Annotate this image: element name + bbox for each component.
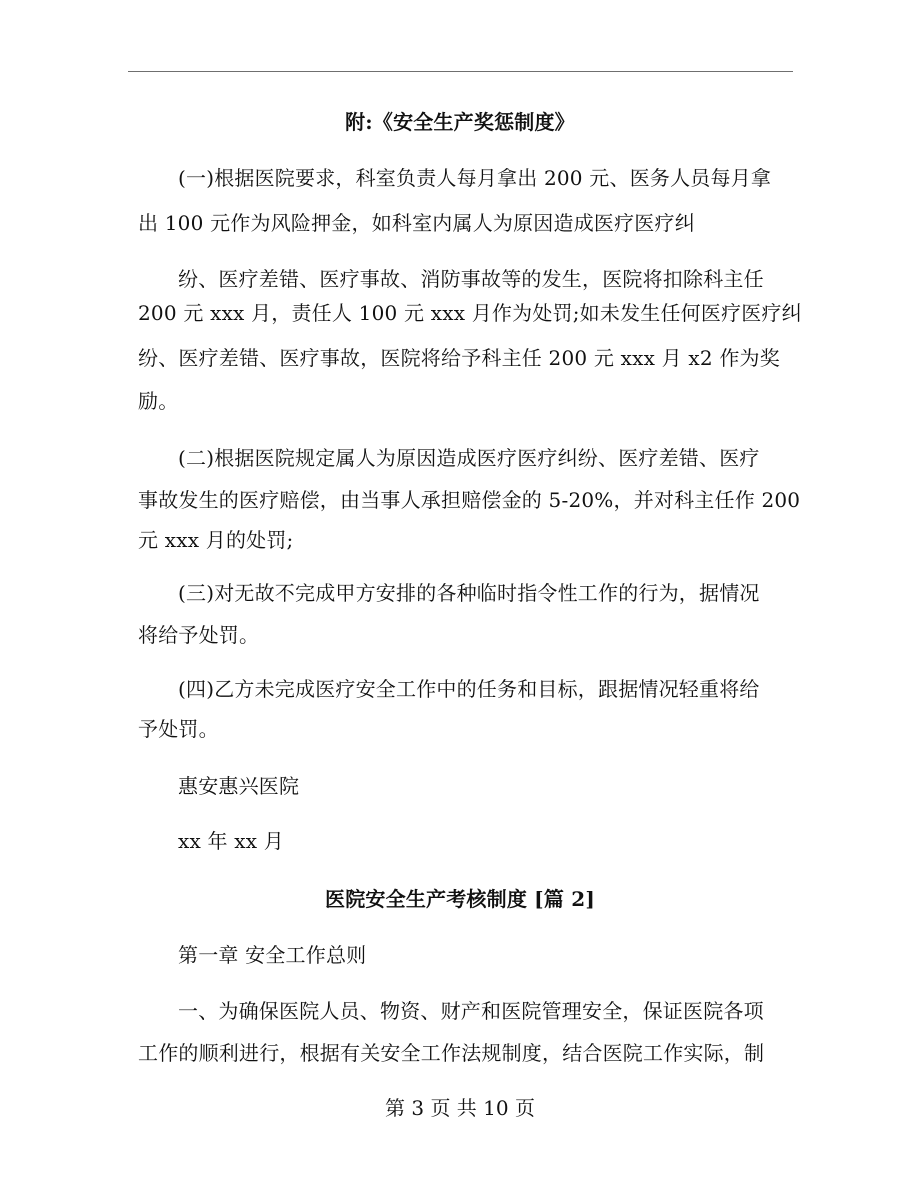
paragraph-line: (二)根据医院规定属人为原因造成医疗医疗纠纷、医疗差错、医疗 bbox=[178, 446, 760, 470]
paragraph-line: 元 xxx 月的处罚; bbox=[138, 528, 294, 552]
paragraph-line: 一、为确保医院人员、物资、财产和医院管理安全，保证医院各项 bbox=[178, 999, 764, 1023]
paragraph-line: 纷、医疗差错、医疗事故、消防事故等的发生，医院将扣除科主任 bbox=[178, 267, 764, 291]
paragraph-line: 事故发生的医疗赔偿，由当事人承担赔偿金的 5-20%，并对科主任作 200 bbox=[138, 488, 801, 512]
paragraph-line: (四)乙方未完成医疗安全工作中的任务和目标，跟据情况轻重将给 bbox=[178, 677, 760, 701]
section-title: 医院安全生产考核制度 [篇 2] bbox=[325, 887, 595, 911]
page-number: 第 3 页 共 10 页 bbox=[385, 1096, 535, 1120]
signature-org: 惠安惠兴医院 bbox=[178, 774, 300, 798]
paragraph-line: 励。 bbox=[138, 389, 179, 413]
paragraph-line: 200 元 xxx 月，责任人 100 元 xxx 月作为处罚;如未发生任何医疗医疗纠 bbox=[138, 301, 802, 325]
paragraph-line: 工作的顺利进行，根据有关安全工作法规制度，结合医院工作实际，制 bbox=[138, 1041, 765, 1065]
paragraph-line: 予处罚。 bbox=[138, 717, 219, 741]
paragraph-line: 纷、医疗差错、医疗事故，医院将给予科主任 200 元 xxx 月 x2 作为奖 bbox=[138, 346, 780, 370]
appendix-title: 附:《安全生产奖惩制度》 bbox=[345, 110, 575, 134]
paragraph-line: (一)根据医院要求，科室负责人每月拿出 200 元、医务人员每月拿 bbox=[178, 166, 772, 190]
paragraph-line: 将给予处罚。 bbox=[138, 623, 260, 647]
chapter-heading: 第一章 安全工作总则 bbox=[178, 943, 367, 967]
header-rule bbox=[128, 71, 793, 72]
paragraph-line: (三)对无故不完成甲方安排的各种临时指令性工作的行为，据情况 bbox=[178, 581, 760, 605]
paragraph-line: 出 100 元作为风险押金，如科室内属人为原因造成医疗医疗纠 bbox=[138, 211, 695, 235]
signature-date: xx 年 xx 月 bbox=[178, 829, 284, 853]
